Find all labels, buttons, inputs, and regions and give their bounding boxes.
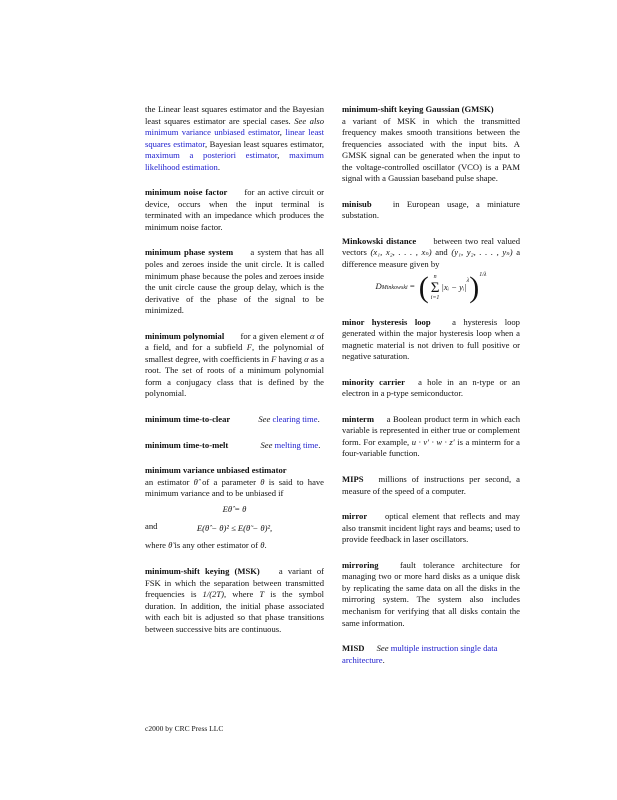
- term-minimum-noise-factor: minimum noise factor: [145, 187, 228, 198]
- math-vector-x: (x₁, x₂, . . . , xₙ): [370, 247, 432, 258]
- definition: a variant of FSK in which the separation between transmitted frequencies is: [145, 565, 324, 600]
- sum-symbol: Σ: [430, 279, 440, 296]
- math-alpha: α: [304, 353, 309, 364]
- definition: millions of instructions per second, a measure of the speed of a computer.: [342, 474, 520, 496]
- see-label: See: [260, 439, 273, 450]
- math-frequency-separation: 1/(2T): [202, 589, 225, 600]
- formula-d: D: [375, 280, 382, 291]
- term-mirror: mirror: [342, 511, 368, 522]
- right-column: [342, 104, 520, 680]
- link-clearing-time[interactable]: clearing time: [272, 414, 318, 425]
- definition: , where: [224, 589, 254, 600]
- entry-minkowski-distance: [342, 236, 520, 303]
- definition: in European usage, a miniature substation.: [342, 198, 520, 221]
- term-minimum-phase-system: minimum phase system: [145, 247, 234, 258]
- intro-text-2: , Bayesian least squares estimator,: [204, 138, 324, 149]
- formula-equals: =: [409, 280, 415, 291]
- definition: for a given element: [240, 330, 308, 341]
- entry-minimum-shift-keying: [145, 566, 324, 635]
- entry-misd: [342, 643, 520, 666]
- punct: .: [318, 439, 321, 450]
- entry-minimum-time-to-melt: [145, 440, 324, 452]
- term-minimum-shift-keying: minimum-shift keying (MSK): [145, 565, 260, 576]
- definition: of a parameter: [202, 476, 256, 487]
- math-t: T: [259, 589, 265, 600]
- term-minimum-variance-unbiased-estimator: minimum variance unbiased estimator: [145, 465, 287, 476]
- see-label: See: [258, 414, 271, 425]
- term-minority-carrier: minority carrier: [342, 376, 405, 387]
- link-minimum-variance-unbiased-estimator[interactable]: minimum variance unbiased estimator: [145, 127, 280, 138]
- punct: ,: [279, 127, 282, 138]
- entry-minisub: [342, 199, 520, 222]
- definition: an estimator: [145, 476, 190, 487]
- copyright-footer: c2000 by CRC Press LLC: [145, 724, 224, 733]
- math-vector-y: (y₁, y₂, . . . , yₙ): [451, 247, 513, 258]
- intro-text: the Linear least squares estimator and the Bayesian least squares estimator are special cases.: [145, 104, 324, 126]
- definition: a system that has all poles and zeroes inside the unit circle. It is called minimum phase because the poles and zeroes inside the unit circle cause the group delay, which is the derivative of the phase of the signal to be minimized.: [145, 247, 324, 316]
- definition: a Boolean product term in which each variable is represented in either true or complement form. For example,: [342, 413, 520, 447]
- formula-exponent: λ: [466, 277, 470, 284]
- entry-minimum-time-to-clear: [145, 414, 324, 426]
- definition: having: [278, 353, 302, 364]
- sum-lower-limit: i=1: [430, 294, 440, 301]
- term-minimum-time-to-melt: minimum time-to-melt: [145, 439, 229, 450]
- math-f: F: [246, 342, 252, 353]
- link-maximum-a-posteriori-estimator[interactable]: maximum a posteriori estimator: [145, 150, 278, 161]
- see-label: See: [376, 643, 389, 654]
- right-paren: ): [469, 270, 480, 304]
- definition: is any other estimator of: [174, 540, 259, 551]
- math-f: F: [271, 353, 277, 364]
- punct: .: [217, 161, 220, 172]
- definition: between two real valued vectors: [342, 235, 520, 258]
- definition: a hysteresis loop generated within the major hysteresis loop when a magnetic material is not driven to full positive or negative saturation.: [342, 316, 520, 362]
- link-maximum-likelihood-estimation[interactable]: maximum likelihood estimation: [145, 150, 324, 172]
- entry-mirror: [342, 511, 520, 546]
- definition: of a field, and for a subfield: [145, 330, 324, 353]
- math-minterm-example: u · v′ · w · z′: [411, 436, 455, 447]
- definition: is the symbol duration. In addition, the initial phase associated with each bit is adjusted so that phase transitions between successive bits are continuous.: [145, 589, 325, 634]
- entry-minimum-phase-system: [145, 247, 324, 316]
- definition: where: [145, 540, 166, 551]
- definition: a hole in an n-type or an electron in a p-type semiconductor.: [342, 376, 520, 399]
- entry-minimum-polynomial: [145, 331, 324, 400]
- equation-minimum-variance: E(θ̂ − θ)² ≤ E(θ̃ − θ)²,: [196, 522, 273, 533]
- link-multiple-instruction-single-data-architecture[interactable]: multiple instruction single data architecture: [342, 643, 498, 665]
- left-paren: (: [418, 270, 429, 304]
- definition: fault tolerance architecture for managing two or more hard disks as a unique disk by replicating the same data on all the disks in the mirroring system. The system also includes mechanism for verifying that all disks contain the same information.: [342, 559, 520, 628]
- term-minimum-time-to-clear: minimum time-to-clear: [145, 414, 231, 425]
- formula-outer-exponent: 1/λ: [479, 271, 487, 278]
- entry-mips: [342, 474, 520, 497]
- punct: .: [317, 414, 320, 425]
- term-mirroring: mirroring: [342, 559, 379, 570]
- math-alpha: α: [309, 330, 315, 341]
- link-linear-least-squares-estimator[interactable]: linear least squares estimator: [145, 127, 324, 149]
- punct: ,: [277, 150, 280, 161]
- equation-minkowski: [342, 270, 520, 304]
- link-melting-time[interactable]: melting time: [274, 439, 319, 450]
- definition: and: [435, 247, 448, 258]
- math-theta-hat: θ̂: [193, 476, 198, 487]
- entry-minterm: [342, 414, 520, 460]
- term-minterm: minterm: [342, 413, 374, 424]
- definition: is said to have minimum variance and to be unbiased if: [145, 476, 324, 499]
- definition: a difference measure given by: [342, 247, 521, 270]
- summation: [431, 274, 440, 302]
- definition: as a root. The set of roots of a minimum polynomial form a conjugacy class that is defined by the polynomial.: [145, 353, 325, 399]
- definition: optical element that reflects and may also transmit incident light rays and beams; used to provide feedback in laser oscillators.: [342, 511, 520, 545]
- entry-minor-hysteresis-loop: [342, 317, 520, 363]
- left-column: [145, 104, 324, 649]
- definition: is a minterm for a four-variable function.: [342, 436, 520, 459]
- entry-minimum-variance-unbiased-estimator: [145, 465, 324, 552]
- formula-body: |xᵢ − yᵢ|: [441, 281, 467, 292]
- term-mips: MIPS: [342, 474, 364, 485]
- formula-subscript: Minkowski: [381, 284, 408, 291]
- term-gmsk: minimum-shift keying Gaussian (GMSK): [342, 104, 494, 114]
- entry-estimation-continuation: [145, 104, 324, 173]
- term-minor-hysteresis-loop: minor hysteresis loop: [342, 316, 431, 327]
- entry-mirroring: [342, 560, 520, 629]
- formula-lhs: [375, 281, 414, 295]
- term-misd: MISD: [342, 643, 365, 654]
- definition: , the polynomial of smallest degree, with coefficients in: [145, 342, 324, 364]
- see-also-label: See also: [294, 115, 324, 126]
- definition: for an active circuit or device, occurs when the input terminal is terminated with an impedance which produces the minimum noise factor.: [145, 187, 324, 232]
- definition: a variant of MSK in which the transmitted frequency makes smooth transitions between the frequencies associated with the input bits. A GMSK signal can be generated when the input to the voltage-controlled oscillator (VCO) is a PAM signal with a Gaussian baseband pulse shape.: [342, 115, 520, 184]
- math-theta: θ: [260, 540, 265, 551]
- punct: .: [264, 540, 267, 551]
- entry-minimum-noise-factor: [145, 187, 324, 233]
- punct: .: [382, 654, 385, 665]
- term-minisub: minisub: [342, 198, 372, 209]
- term-minkowski-distance: Minkowski distance: [342, 235, 417, 246]
- entry-gmsk: [342, 104, 520, 185]
- math-theta: θ: [260, 476, 265, 487]
- math-theta-tilde: θ̃: [168, 540, 173, 551]
- entry-minority-carrier: [342, 377, 520, 400]
- term-minimum-polynomial: minimum polynomial: [145, 330, 225, 341]
- equation-unbiased: Eθ̂ = θ: [222, 503, 247, 514]
- sum-upper-limit: n: [433, 273, 437, 280]
- and-label: and: [145, 521, 158, 532]
